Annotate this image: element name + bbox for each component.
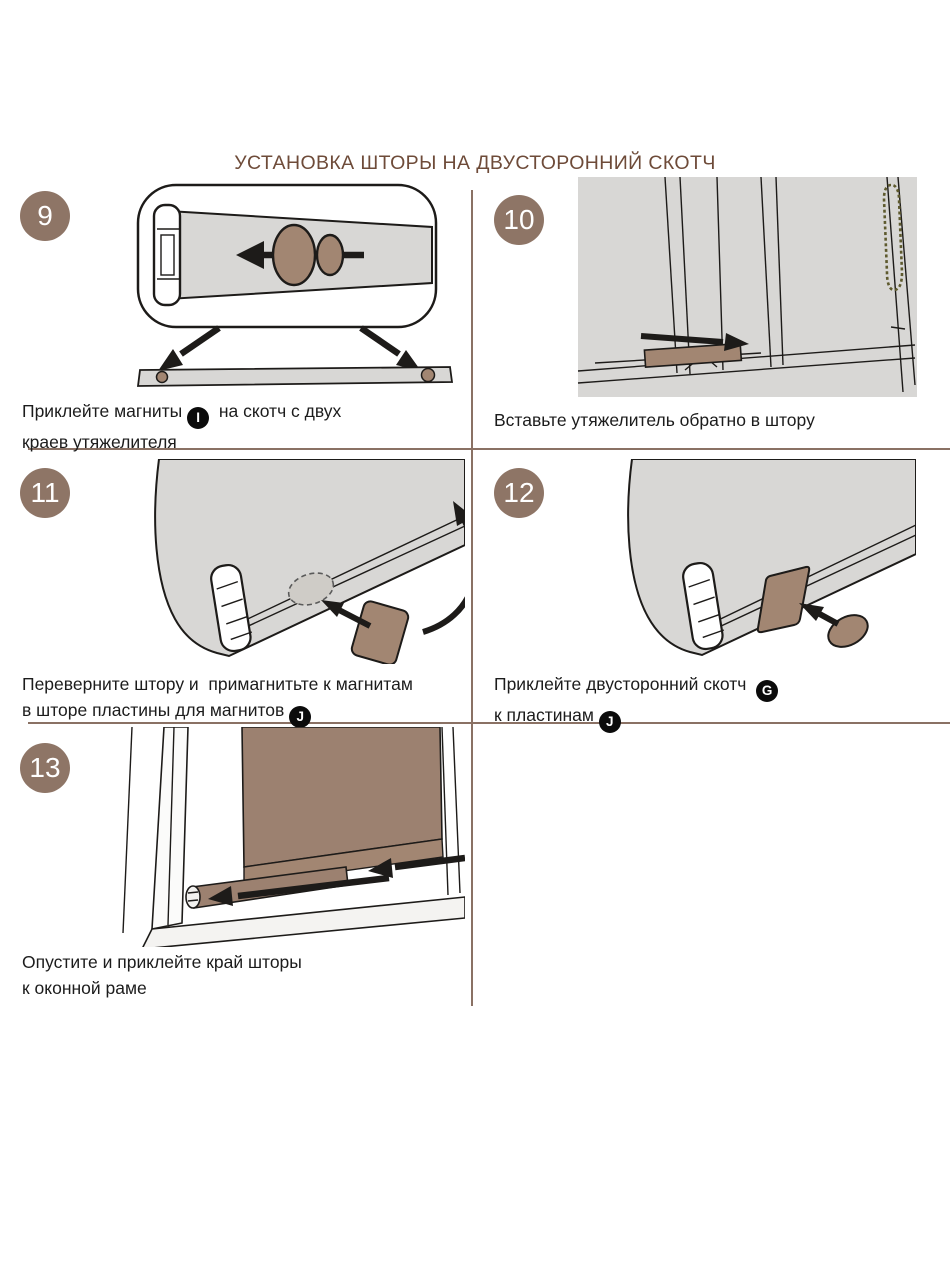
tape-disc [799,603,873,653]
step-9-illustration [124,181,464,393]
caption-text: к пластинам [494,704,599,725]
step-10-number-badge: 10 [494,195,544,245]
lowered-curtain [186,727,443,908]
caption-text: к оконной раме [22,978,147,998]
callout-arrow-right [361,328,421,371]
caption-text: на скотч с двух [209,401,342,421]
step-10-illustration [565,177,917,397]
step-11-number-badge: 11 [20,468,70,518]
step-13-caption [22,949,362,1001]
step-11-illustration [73,459,465,664]
step-13-illustration [92,727,465,947]
caption-text: Опустите и приклейте край шторы [22,952,302,972]
caption-text: Приклейте магниты [22,401,188,421]
grid-divider-vertical [471,190,473,1006]
step-13-number-badge: 13 [20,743,70,793]
part-badge-j: J [599,711,621,733]
step-9-caption [22,398,462,455]
part-badge-j: J [289,706,311,728]
callout-arrow-left [158,328,219,371]
magnet-plate [321,600,410,664]
caption-text: Приклейте двусторонний скотч [494,674,757,694]
stick-arrow [799,603,824,621]
step-12-number-badge: 12 [494,468,544,518]
caption-text: краев утяжелителя [22,431,177,452]
part-badge-g: G [756,680,778,702]
caption-text: Переверните штору и примагнитьте к магнитам [22,674,413,694]
step-12-caption [494,671,839,733]
step-12-illustration [548,459,916,662]
caption-text: Вставьте утяжелитель обратно в штору [494,410,815,430]
page-title: УСТАНОВКА ШТОРЫ НА ДВУСТОРОННИЙ СКОТЧ [234,152,716,174]
step-9-number-badge: 9 [20,191,70,241]
caption-text: в шторе пластины для магнитов [22,700,290,720]
step-11-caption [22,671,472,728]
weight-bar-end-cap [186,886,200,908]
flipped-curtain-corner [155,459,465,656]
window-background [578,177,917,397]
weight-bar-full [138,367,452,386]
part-badge-i: I [187,407,209,429]
step-10-caption [494,407,944,433]
